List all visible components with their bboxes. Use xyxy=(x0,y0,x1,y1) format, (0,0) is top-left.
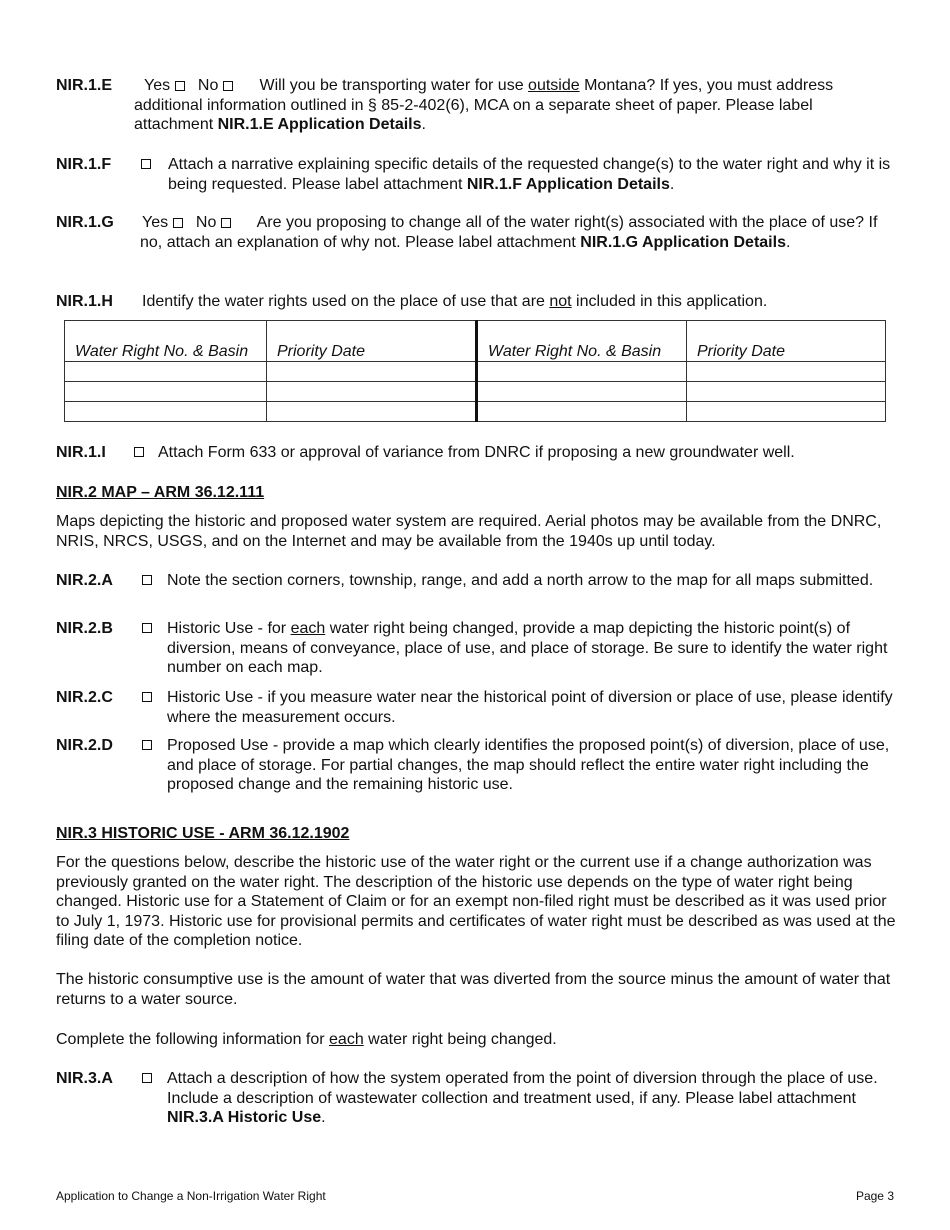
underlined-word: outside xyxy=(528,77,580,94)
item-body xyxy=(167,736,896,795)
attachment-label: NIR.1.E Application Details xyxy=(217,116,422,133)
item-nir-2-b xyxy=(56,619,896,679)
no-checkbox[interactable] xyxy=(221,218,231,228)
period: . xyxy=(321,1109,326,1126)
item-body xyxy=(158,443,896,463)
no-checkbox[interactable] xyxy=(223,81,233,91)
page-number: Page 3 xyxy=(855,1189,894,1203)
yes-checkbox[interactable] xyxy=(173,218,183,228)
attach-checkbox[interactable] xyxy=(142,623,152,633)
item-body xyxy=(167,1069,896,1128)
item-code: NIR.2.D xyxy=(56,737,113,754)
paragraph-text-cont: water right being changed. xyxy=(363,1031,557,1048)
item-nir-1-e xyxy=(56,76,896,136)
underlined-word: each xyxy=(329,1031,364,1048)
item-nir-3-a xyxy=(56,1069,896,1129)
period: . xyxy=(669,175,675,193)
attach-checkbox[interactable] xyxy=(142,740,152,750)
paragraph-text: Complete the following information for xyxy=(56,1031,330,1048)
table-cell[interactable] xyxy=(687,362,886,382)
attach-checkbox[interactable] xyxy=(142,1073,152,1083)
item-body xyxy=(134,76,896,135)
nir-3-paragraph-1: For the questions below, describe the historic use of the water right or the current use if a change authorization was previously granted on the water right. The description of the historic use depends on the type of water right being changed. Historic use for a Statement of Claim or for an exempt non-filed right must be described as it was used prior to July 1, 1973. Historic use for provisional permits and certificates of water right must be described as was used at the filing date of the completion notice. xyxy=(56,854,896,949)
header-priority-date-2: Priority Date xyxy=(687,321,886,362)
header-water-right-1: Water Right No. & Basin xyxy=(65,321,267,362)
item-text: Proposed Use - provide a map which clearly identifies the proposed point(s) of diversion, place of use, and place of storage. For partial changes, the map should reflect the entire water right including the proposed change and the remaining historic use. xyxy=(167,737,890,793)
item-nir-1-f xyxy=(56,155,896,195)
attachment-label: NIR.3.A Historic Use xyxy=(167,1109,322,1126)
header-water-right-2: Water Right No. & Basin xyxy=(477,321,687,362)
table-cell[interactable] xyxy=(477,382,687,402)
item-text: Historic Use - for xyxy=(167,620,291,637)
table-cell[interactable] xyxy=(687,382,886,402)
question-text-cont: Montana? If yes, you must address additional information outlined in § 85-2-402(6), MCA on a separate sheet of paper. Please label attachment xyxy=(134,77,834,133)
item-code: NIR.1.E xyxy=(56,77,113,94)
header-priority-date-1: Priority Date xyxy=(267,321,477,362)
item-text-cont: included in this application. xyxy=(571,293,768,310)
item-body xyxy=(142,292,896,312)
attach-checkbox[interactable] xyxy=(141,159,151,169)
item-body xyxy=(167,688,896,727)
item-nir-2-d xyxy=(56,736,896,796)
item-body xyxy=(140,213,896,252)
attach-checkbox[interactable] xyxy=(142,692,152,702)
table-cell[interactable] xyxy=(267,382,477,402)
table-header-row xyxy=(65,321,886,362)
item-text: Historic Use - if you measure water near the historical point of diversion or place of use, please identify where the measurement occurs. xyxy=(167,689,893,726)
table-cell[interactable] xyxy=(477,402,687,422)
attach-checkbox[interactable] xyxy=(142,575,152,585)
item-code: NIR.3.A xyxy=(56,1070,113,1087)
item-text: Attach Form 633 or approval of variance from DNRC if proposing a new groundwater well. xyxy=(158,444,795,461)
table-cell[interactable] xyxy=(267,402,477,422)
item-body xyxy=(167,571,896,591)
item-text: Attach a description of how the system operated from the point of diversion through the place of use. Include a description of wastewater collection and treatment used, if any. Please label attachment xyxy=(167,1070,878,1107)
item-text: Note the section corners, township, range, and add a north arrow to the map for all maps submitted. xyxy=(167,572,874,589)
section-heading-nir-3: NIR.3 HISTORIC USE - ARM 36.12.1902 xyxy=(56,825,350,842)
item-nir-2-a xyxy=(56,571,896,611)
attachment-label: NIR.1.F Application Details xyxy=(466,175,670,193)
question-text: Will you be transporting water for use xyxy=(259,77,529,94)
nir-3-paragraph-2: The historic consumptive use is the amount of water that was diverted from the source minus the amount of water that returns to a water source. xyxy=(56,971,891,1008)
underlined-word: not xyxy=(549,293,572,310)
underlined-word: each xyxy=(290,620,326,637)
yes-label: Yes xyxy=(144,77,171,94)
table-row xyxy=(65,362,886,382)
item-code: NIR.2.B xyxy=(56,620,113,637)
item-code: NIR.1.H xyxy=(56,293,113,310)
item-text-cont: water right being changed, provide a map depicting the historic point(s) of diversion, means of conveyance, place of use, and place of storage. Be sure to identify the water right number on each map. xyxy=(167,620,888,676)
item-text: Attach a narrative explaining specific details of the requested change(s) to the water right and why it is being requested. Please label attachment xyxy=(168,156,891,193)
no-label: No xyxy=(197,77,219,94)
table-row xyxy=(65,382,886,402)
period: . xyxy=(785,233,791,251)
yes-checkbox[interactable] xyxy=(175,81,185,91)
item-code: NIR.2.A xyxy=(56,572,113,589)
nir-2-intro: Maps depicting the historic and proposed water system are required. Aerial photos may be available from the DNRC, NRIS, NRCS, USGS, and on the Internet and may be available from the 1940s up until today. xyxy=(56,513,882,550)
table-cell[interactable] xyxy=(477,362,687,382)
table-row xyxy=(65,402,886,422)
no-label: No xyxy=(195,214,217,231)
table-cell[interactable] xyxy=(65,382,267,402)
footer-title: Application to Change a Non-Irrigation Water Right xyxy=(56,1189,326,1203)
item-body xyxy=(167,619,896,678)
table-cell[interactable] xyxy=(687,402,886,422)
nir-3-paragraph-3 xyxy=(56,1030,896,1050)
table-cell[interactable] xyxy=(267,362,477,382)
item-nir-1-g xyxy=(56,213,896,273)
item-nir-1-i xyxy=(56,443,896,463)
question-text: Are you proposing to change all of the water right(s) associated with the place of use? If no, attach an explanation of why not. Please label attachment xyxy=(140,214,878,251)
item-code: NIR.1.G xyxy=(56,214,114,231)
section-heading-nir-2: NIR.2 MAP – ARM 36.12.111 xyxy=(56,484,265,501)
item-code: NIR.1.I xyxy=(56,444,106,461)
attach-checkbox[interactable] xyxy=(134,447,144,457)
item-text: Identify the water rights used on the place of use that are xyxy=(142,293,550,310)
item-body xyxy=(168,155,896,194)
period: . xyxy=(421,116,426,133)
table-cell[interactable] xyxy=(65,402,267,422)
yes-label: Yes xyxy=(142,214,169,231)
water-rights-table xyxy=(64,320,886,422)
attachment-label: NIR.1.G Application Details xyxy=(580,233,786,251)
item-code: NIR.1.F xyxy=(56,156,112,173)
item-nir-1-h xyxy=(56,292,896,312)
table-cell[interactable] xyxy=(65,362,267,382)
item-code: NIR.2.C xyxy=(56,689,113,706)
item-nir-2-c xyxy=(56,688,896,728)
